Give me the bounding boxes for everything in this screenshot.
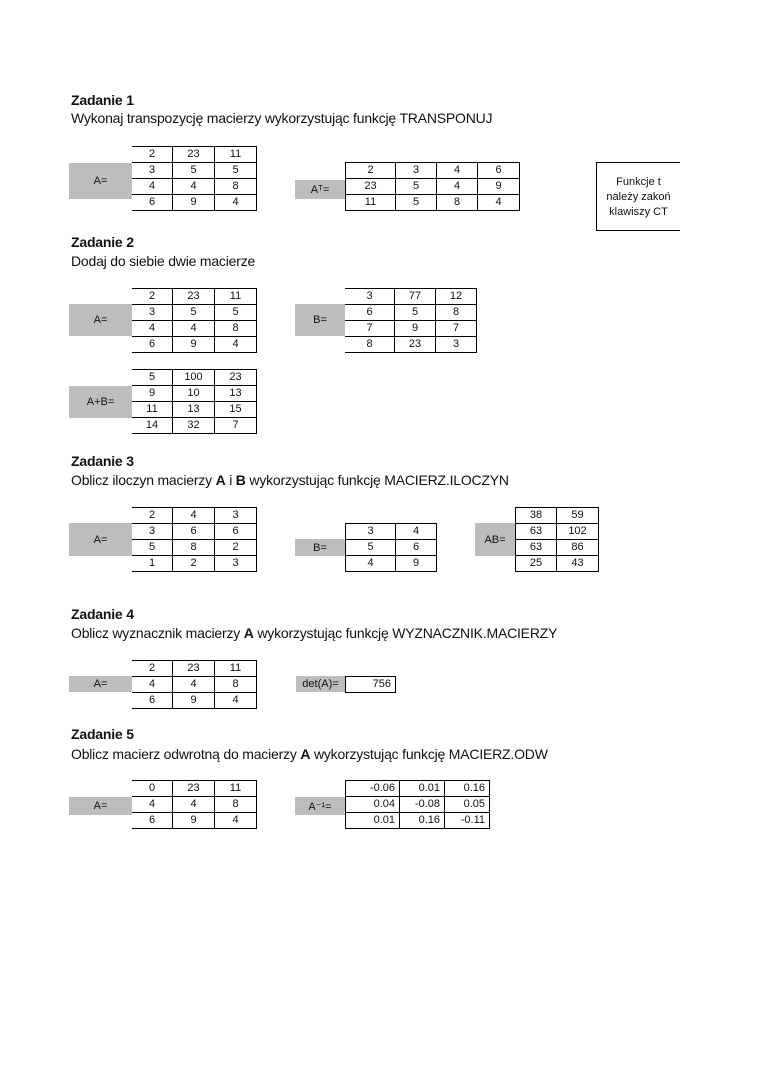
matrix-cell: 6 (132, 813, 173, 829)
matrix-cell: 6 (396, 540, 437, 556)
matrix-cell: 23 (346, 179, 396, 195)
task-5-desc-pre: Oblicz macierz odwrotną do macierzy (71, 746, 301, 762)
matrix-cell: 5 (132, 540, 173, 556)
task-1-description: Wykonaj transpozycję macierzy wykorzystując funkcję TRANSPONUJ (71, 110, 493, 126)
t1-transpose-label: Aᵀ= (295, 180, 345, 199)
matrix-cell: 12 (436, 289, 477, 305)
matrix-cell: 4 (173, 508, 215, 524)
matrix-row (132, 179, 257, 195)
matrix-cell: 11 (132, 402, 173, 418)
matrix-row (346, 813, 490, 829)
t3-product-label: AB= (475, 523, 515, 556)
matrix-cell: 23 (173, 781, 215, 797)
matrix-row (516, 556, 599, 572)
matrix-cell: 4 (173, 797, 215, 813)
task-3-desc-post: wykorzystując funkcję MACIERZ.ILOCZYN (245, 472, 509, 488)
matrix-cell: 9 (132, 386, 173, 402)
matrix-row (132, 305, 257, 321)
matrix-cell: 6 (132, 337, 173, 353)
matrix-row (516, 524, 599, 540)
task-2-title: Zadanie 2 (71, 234, 134, 250)
matrix-cell: 6 (173, 524, 215, 540)
matrix-row (132, 163, 257, 179)
matrix-cell: 2 (132, 508, 173, 524)
matrix-cell: 23 (395, 337, 436, 353)
matrix-cell: 8 (215, 179, 257, 195)
matrix-cell: 5 (396, 179, 437, 195)
matrix-cell: 5 (396, 195, 437, 211)
task-3-desc-mid: i (225, 472, 236, 488)
matrix-row (345, 305, 477, 321)
matrix-cell: -0.06 (346, 781, 400, 797)
matrix-cell: 23 (173, 661, 215, 677)
matrix-cell: 15 (215, 402, 257, 418)
matrix-cell: 0.16 (445, 781, 490, 797)
matrix-cell: 4 (132, 179, 173, 195)
task-3-bold-a: A (215, 472, 226, 488)
matrix-cell: 9 (395, 321, 436, 337)
matrix-cell: 4 (437, 179, 478, 195)
task-5-desc-post: wykorzystując funkcję MACIERZ.ODW (310, 746, 548, 762)
matrix-row (346, 781, 490, 797)
note-box (596, 162, 680, 231)
t1-matrix-a (132, 146, 257, 211)
matrix-row (345, 321, 477, 337)
matrix-row (132, 289, 257, 305)
matrix-row (346, 540, 437, 556)
matrix-cell: 6 (132, 195, 173, 211)
matrix-cell: 8 (215, 677, 257, 693)
t3-matrix-ab (515, 507, 599, 572)
t2-matrix-a-label: A= (69, 304, 132, 336)
matrix-cell: 5 (132, 370, 173, 386)
matrix-cell: 6 (345, 305, 395, 321)
t3-matrix-b (345, 523, 437, 572)
t1-matrix-a-label: A= (69, 163, 132, 199)
matrix-cell: 9 (173, 693, 215, 709)
matrix-cell: 3 (345, 289, 395, 305)
matrix-cell: 13 (215, 386, 257, 402)
matrix-cell: 11 (215, 147, 257, 163)
matrix-row (132, 418, 257, 434)
matrix-cell: 25 (516, 556, 557, 572)
matrix-cell: 2 (132, 289, 173, 305)
matrix-cell: 8 (436, 305, 477, 321)
t2-matrix-b (345, 288, 477, 353)
matrix-cell: 10 (173, 386, 215, 402)
matrix-row (346, 797, 490, 813)
matrix-row (346, 163, 520, 179)
matrix-cell: 3 (132, 524, 173, 540)
task-3-description (71, 472, 509, 488)
matrix-cell: 0.05 (445, 797, 490, 813)
matrix-cell: 13 (173, 402, 215, 418)
task-5-title: Zadanie 5 (71, 726, 134, 742)
t2-matrix-sum (132, 369, 257, 434)
matrix-cell: 23 (173, 289, 215, 305)
matrix-cell: 59 (557, 508, 599, 524)
matrix-row (132, 693, 257, 709)
matrix-cell: 7 (215, 418, 257, 434)
matrix-cell: 5 (346, 540, 396, 556)
matrix-cell: 102 (557, 524, 599, 540)
matrix-cell: 8 (215, 321, 257, 337)
matrix-cell: 4 (132, 797, 173, 813)
matrix-cell: 2 (215, 540, 257, 556)
matrix-cell: 4 (132, 321, 173, 337)
task-5-bold-a: A (300, 746, 311, 762)
task-4-bold-a: A (243, 625, 254, 641)
matrix-cell: 43 (557, 556, 599, 572)
matrix-cell: 38 (516, 508, 557, 524)
matrix-cell: 1 (132, 556, 173, 572)
t4-det-value-cell (345, 676, 396, 693)
task-1-title: Zadanie 1 (71, 92, 134, 108)
task-5-description (71, 746, 548, 762)
matrix-cell: 4 (132, 677, 173, 693)
t1-matrix-at (345, 162, 520, 211)
matrix-cell: 9 (173, 813, 215, 829)
matrix-cell: 4 (173, 321, 215, 337)
t5-matrix-inverse (345, 780, 490, 829)
matrix-row (132, 813, 257, 829)
t3-matrix-b-label: B= (295, 539, 345, 556)
matrix-row (132, 337, 257, 353)
task-3-desc-pre: Oblicz iloczyn macierzy (71, 472, 216, 488)
matrix-row (345, 337, 477, 353)
task-4-desc-post: wykorzystując funkcję WYZNACZNIK.MACIERZY (253, 625, 558, 641)
matrix-row (516, 508, 599, 524)
matrix-row (132, 386, 257, 402)
matrix-cell: 3 (132, 305, 173, 321)
matrix-row (346, 556, 437, 572)
matrix-cell: 9 (396, 556, 437, 572)
matrix-cell: 6 (478, 163, 520, 179)
matrix-cell: 86 (557, 540, 599, 556)
matrix-cell: 4 (215, 813, 257, 829)
matrix-cell: 4 (437, 163, 478, 179)
matrix-cell: 5 (173, 305, 215, 321)
matrix-cell: 7 (345, 321, 395, 337)
matrix-cell: 11 (215, 781, 257, 797)
matrix-row (132, 677, 257, 693)
t5-matrix-a-label: A= (69, 797, 132, 815)
matrix-cell: 63 (516, 540, 557, 556)
task-4-description (71, 625, 557, 641)
matrix-cell: 100 (173, 370, 215, 386)
matrix-row (132, 524, 257, 540)
matrix-row (132, 195, 257, 211)
matrix-cell: 4 (215, 337, 257, 353)
matrix-cell: 11 (346, 195, 396, 211)
matrix-cell: 0.01 (400, 781, 445, 797)
matrix-cell: 3 (346, 524, 396, 540)
matrix-cell: 6 (215, 524, 257, 540)
matrix-cell: 14 (132, 418, 173, 434)
matrix-cell: 4 (173, 677, 215, 693)
matrix-cell: 8 (215, 797, 257, 813)
task-3-title: Zadanie 3 (71, 453, 134, 469)
matrix-cell: 8 (173, 540, 215, 556)
matrix-cell: 2 (132, 661, 173, 677)
matrix-cell: 23 (215, 370, 257, 386)
matrix-row (132, 797, 257, 813)
note-line-1: Funkcje t (616, 176, 661, 188)
matrix-row (516, 540, 599, 556)
matrix-cell: 3 (215, 508, 257, 524)
matrix-cell: -0.08 (400, 797, 445, 813)
matrix-cell: -0.11 (445, 813, 490, 829)
matrix-row (132, 402, 257, 418)
matrix-cell: 5 (173, 163, 215, 179)
t5-inverse-label: A⁻¹= (295, 797, 345, 815)
matrix-cell: 3 (396, 163, 437, 179)
matrix-row (345, 289, 477, 305)
matrix-cell: 4 (215, 693, 257, 709)
matrix-row (346, 179, 520, 195)
matrix-row (132, 556, 257, 572)
matrix-cell: 5 (395, 305, 436, 321)
matrix-row (132, 147, 257, 163)
matrix-row (132, 321, 257, 337)
matrix-cell: 11 (215, 661, 257, 677)
t5-matrix-a (132, 780, 257, 829)
matrix-cell: 3 (215, 556, 257, 572)
matrix-cell: 2 (132, 147, 173, 163)
matrix-row (132, 508, 257, 524)
t2-matrix-a (132, 288, 257, 353)
t4-det-label: det(A)= (296, 676, 345, 692)
matrix-cell: 8 (345, 337, 395, 353)
matrix-cell: 11 (215, 289, 257, 305)
matrix-cell: 0 (132, 781, 173, 797)
matrix-cell: 8 (437, 195, 478, 211)
matrix-cell: 9 (173, 195, 215, 211)
task-2-description: Dodaj do siebie dwie macierze (71, 253, 256, 269)
matrix-cell: 4 (478, 195, 520, 211)
t4-matrix-a (132, 660, 257, 709)
matrix-cell: 0.16 (400, 813, 445, 829)
matrix-cell: 6 (132, 693, 173, 709)
t4-matrix-a-label: A= (69, 676, 132, 692)
matrix-cell: 77 (395, 289, 436, 305)
t4-det-value: 756 (346, 677, 396, 693)
matrix-cell: 5 (215, 163, 257, 179)
matrix-cell: 4 (215, 195, 257, 211)
note-line-3: klawiszy CT (609, 206, 668, 218)
matrix-cell: 5 (215, 305, 257, 321)
matrix-cell: 3 (436, 337, 477, 353)
matrix-cell: 3 (132, 163, 173, 179)
matrix-cell: 9 (173, 337, 215, 353)
t3-matrix-a-label: A= (69, 523, 132, 556)
matrix-cell: 63 (516, 524, 557, 540)
matrix-cell: 2 (173, 556, 215, 572)
matrix-cell: 4 (173, 179, 215, 195)
t3-matrix-a (132, 507, 257, 572)
note-line-2: należy zakoń (606, 191, 671, 203)
matrix-cell: 32 (173, 418, 215, 434)
matrix-cell: 9 (478, 179, 520, 195)
matrix-row (132, 781, 257, 797)
t2-sum-label: A+B= (69, 386, 132, 418)
matrix-cell: 7 (436, 321, 477, 337)
t2-matrix-b-label: B= (295, 304, 345, 336)
matrix-cell: 4 (346, 556, 396, 572)
task-3-bold-b: B (235, 472, 246, 488)
task-4-title: Zadanie 4 (71, 606, 134, 622)
matrix-cell: 4 (396, 524, 437, 540)
matrix-row (346, 524, 437, 540)
matrix-cell: 2 (346, 163, 396, 179)
matrix-row (132, 370, 257, 386)
matrix-row (346, 195, 520, 211)
matrix-cell: 0.01 (346, 813, 400, 829)
matrix-row (132, 661, 257, 677)
task-4-desc-pre: Oblicz wyznacznik macierzy (71, 625, 244, 641)
matrix-cell: 0.04 (346, 797, 400, 813)
matrix-row (132, 540, 257, 556)
matrix-cell: 23 (173, 147, 215, 163)
